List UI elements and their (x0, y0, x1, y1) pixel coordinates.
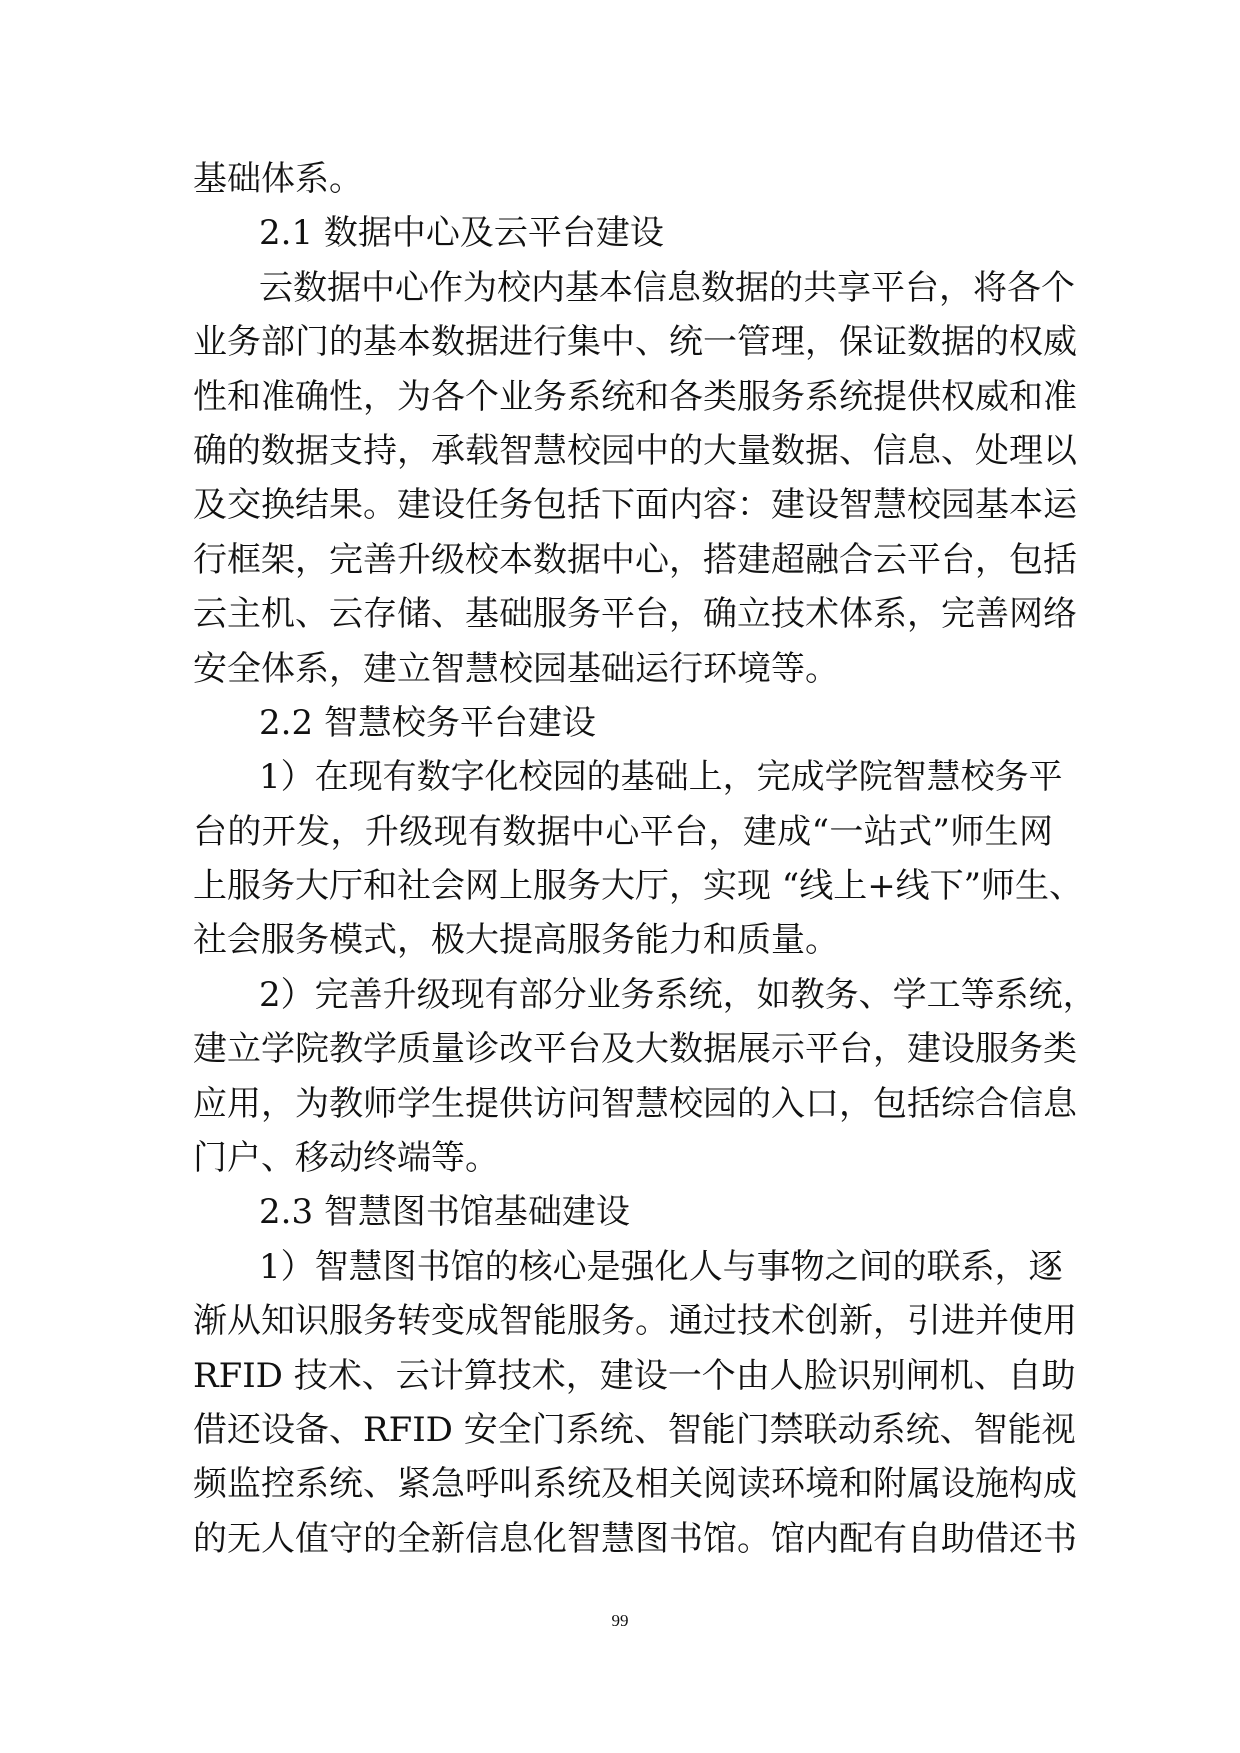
text-line: 2.2 智慧校务平台建设 (259, 702, 596, 743)
text-line: 行框架，完善升级校本数据中心，搭建超融合云平台，包括 (193, 539, 1077, 580)
text-line: 2.3 智慧图书馆基础建设 (259, 1192, 630, 1233)
text-line: 2.1 数据中心及云平台建设 (259, 213, 664, 254)
text-line: 及交换结果。建设任务包括下面内容：建设智慧校园基本运 (193, 485, 1077, 526)
text-line: 渐从知识服务转变成智能服务。通过技术创新，引进并使用 (193, 1301, 1077, 1342)
text-line: 云主机、云存储、基础服务平台，确立技术体系，完善网络 (193, 594, 1077, 635)
text-line: 确的数据支持，承载智慧校园中的大量数据、信息、处理以 (193, 430, 1077, 471)
text-line: 应用，为教师学生提供访问智慧校园的入口，包括综合信息 (193, 1083, 1077, 1124)
page-number: 99 (611, 1611, 629, 1630)
text-line: 社会服务模式，极大提高服务能力和质量。 (193, 920, 839, 961)
text-line: 的无人值守的全新信息化智慧图书馆。馆内配有自助借还书 (193, 1518, 1077, 1559)
text-line: 门户、移动终端等。 (193, 1138, 499, 1179)
text-line: 性和准确性，为各个业务系统和各类服务系统提供权威和准 (193, 376, 1077, 417)
text-line: 借还设备、RFID 安全门系统、智能门禁联动系统、智能视 (193, 1409, 1076, 1450)
text-line: 1）在现有数字化校园的基础上，完成学院智慧校务平 (259, 757, 1063, 798)
text-line: 频监控系统、紧急呼叫系统及相关阅读环境和附属设施构成 (193, 1464, 1077, 1505)
text-line: 1）智慧图书馆的核心是强化人与事物之间的联系，逐 (259, 1246, 1063, 1287)
text-line: 台的开发，升级现有数据中心平台，建成“一站式”师生网 (193, 811, 1053, 852)
text-line: 安全体系，建立智慧校园基础运行环境等。 (193, 648, 839, 689)
text-line: 基础体系。 (193, 159, 363, 199)
page-body (193, 152, 1097, 1566)
text-line: 业务部门的基本数据进行集中、统一管理，保证数据的权威 (193, 322, 1077, 363)
text-line: 2）完善升级现有部分业务系统，如教务、学工等系统， (259, 974, 1097, 1015)
text-line: RFID 技术、云计算技术，建设一个由人脸识别闸机、自助 (193, 1355, 1076, 1396)
text-line: 上服务大厅和社会网上服务大厅，实现 “线上+线下”师生、 (193, 866, 1084, 907)
text-line: 云数据中心作为校内基本信息数据的共享平台，将各个 (259, 267, 1075, 308)
text-line: 建立学院教学质量诊改平台及大数据展示平台，建设服务类 (193, 1029, 1077, 1070)
